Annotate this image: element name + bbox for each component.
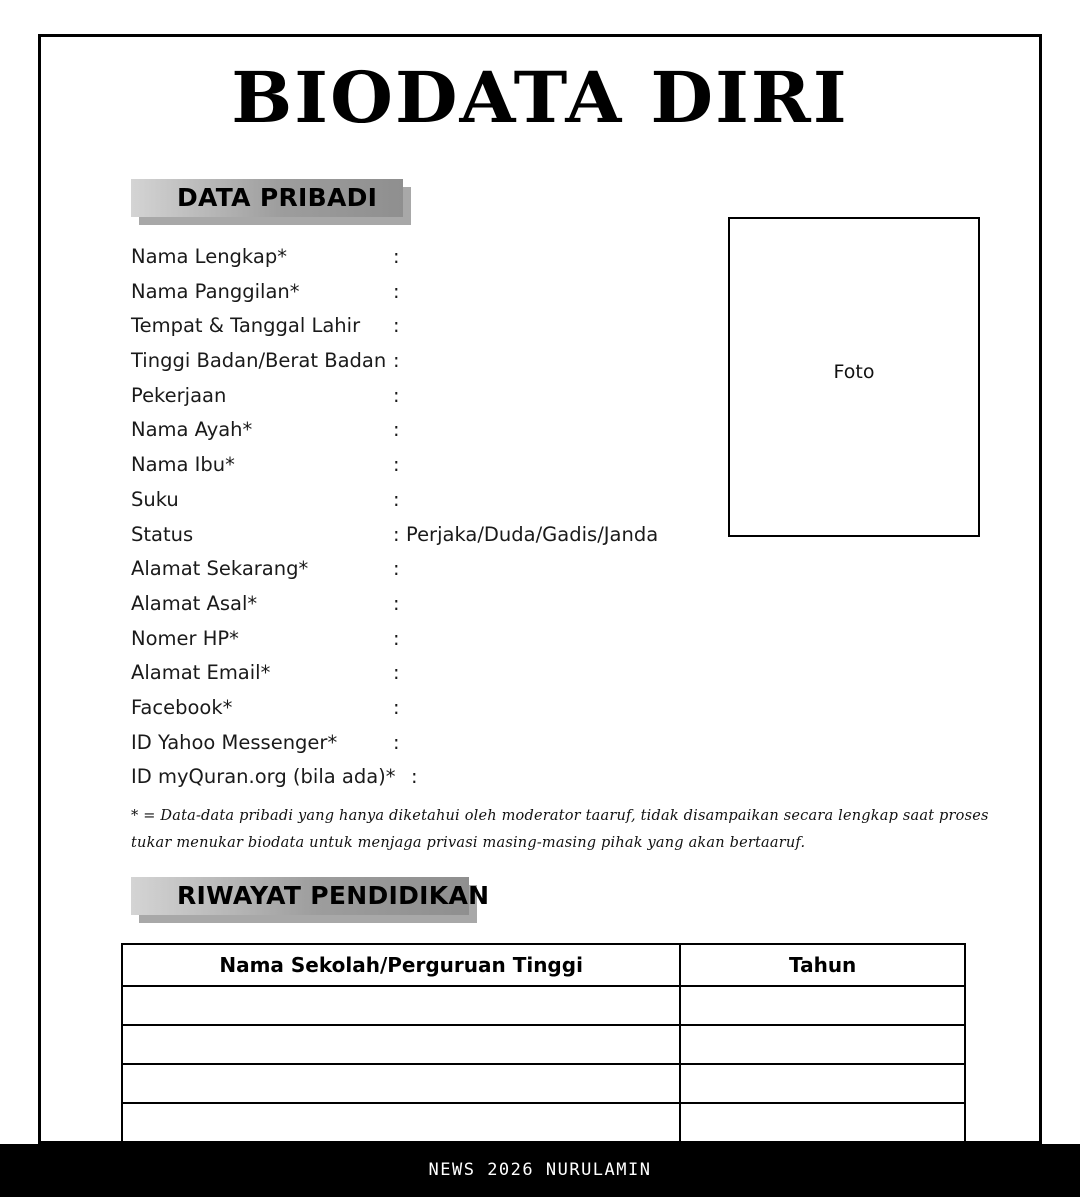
field-value[interactable]: Perjaka/Duda/Gadis/Janda	[406, 522, 659, 546]
field-label: ID Yahoo Messenger*	[131, 730, 338, 754]
document-sheet	[38, 34, 1042, 1144]
field-colon: :	[393, 695, 400, 719]
field-colon: :	[393, 453, 400, 477]
table-row	[122, 1025, 965, 1064]
page-title: BIODATA DIRI	[231, 56, 849, 139]
cell-school[interactable]	[122, 1025, 680, 1064]
cell-year[interactable]	[680, 1064, 965, 1103]
cell-year[interactable]	[680, 1025, 965, 1064]
field-label: Pekerjaan	[131, 383, 227, 407]
field-label: Nama Lengkap*	[131, 245, 287, 268]
section-header-label-personal: DATA PRIBADI	[177, 183, 378, 212]
field-label: Tempat & Tanggal Lahir	[131, 314, 361, 338]
field-row	[131, 661, 751, 696]
cell-school[interactable]	[122, 1103, 680, 1142]
photo-placeholder-label: Foto	[833, 361, 875, 383]
field-colon: :	[393, 279, 400, 303]
cell-school[interactable]	[122, 986, 680, 1025]
field-row	[131, 245, 751, 280]
field-row	[131, 696, 751, 731]
field-label: Nama Ibu*	[131, 453, 235, 477]
field-colon: :	[393, 245, 400, 268]
photo-placeholder-box[interactable]	[728, 217, 980, 537]
field-colon: :	[411, 765, 418, 789]
field-colon: :	[393, 591, 400, 615]
field-row	[131, 523, 751, 558]
field-label: Status	[131, 522, 194, 546]
field-label: Suku	[131, 487, 179, 511]
field-row	[131, 384, 751, 419]
field-label: Nomer HP*	[131, 626, 239, 650]
column-header-school: Nama Sekolah/Perguruan Tinggi	[122, 944, 680, 986]
cell-year[interactable]	[680, 986, 965, 1025]
personal-data-fields	[131, 245, 751, 800]
field-colon: :	[393, 383, 400, 407]
field-colon: :	[393, 522, 400, 546]
field-label: Nama Ayah*	[131, 418, 253, 442]
field-row	[131, 627, 751, 662]
field-colon: :	[393, 626, 400, 650]
privacy-footnote: * = Data-data pribadi yang hanya diketahui oleh moderator taaruf, tidak disampaikan secara lengkap saat proses tukar menukar biodata untuk menjaga privasi masing-masing pihak yang akan bertaaruf.	[131, 808, 989, 851]
field-label: Alamat Asal*	[131, 591, 258, 615]
field-label: Alamat Sekarang*	[131, 557, 309, 581]
field-row	[131, 314, 751, 349]
field-colon: :	[393, 730, 400, 754]
field-colon: :	[393, 418, 400, 442]
table-row	[122, 986, 965, 1025]
field-label: ID myQuran.org (bila ada)*	[131, 765, 396, 789]
field-row	[131, 765, 751, 800]
table-row	[122, 1064, 965, 1103]
field-row	[131, 418, 751, 453]
field-label: Facebook*	[131, 695, 233, 719]
field-colon: :	[393, 314, 400, 338]
field-label: Tinggi Badan/Berat Badan	[131, 349, 387, 373]
field-row	[131, 453, 751, 488]
table-row	[122, 1103, 965, 1142]
cell-school[interactable]	[122, 1064, 680, 1103]
section-header-label-education: RIWAYAT PENDIDIKAN	[177, 881, 490, 910]
field-row	[131, 557, 751, 592]
field-row	[131, 280, 751, 315]
bottom-taskbar	[0, 1144, 1080, 1197]
field-row	[131, 488, 751, 523]
field-row	[131, 592, 751, 627]
field-row	[131, 349, 751, 384]
field-colon: :	[393, 349, 400, 373]
field-colon: :	[393, 487, 400, 511]
section-header-personal	[131, 179, 403, 217]
section-header-education	[131, 877, 490, 915]
cell-year[interactable]	[680, 1103, 965, 1142]
column-header-year: Tahun	[680, 944, 965, 986]
field-colon: :	[393, 661, 400, 685]
taskbar-text: NEWS 2026 NURULAMIN	[428, 1160, 652, 1180]
field-row	[131, 731, 751, 766]
table-header-row	[122, 944, 965, 986]
field-colon: :	[393, 557, 400, 581]
field-label: Nama Panggilan*	[131, 279, 300, 303]
field-label: Alamat Email*	[131, 661, 271, 685]
